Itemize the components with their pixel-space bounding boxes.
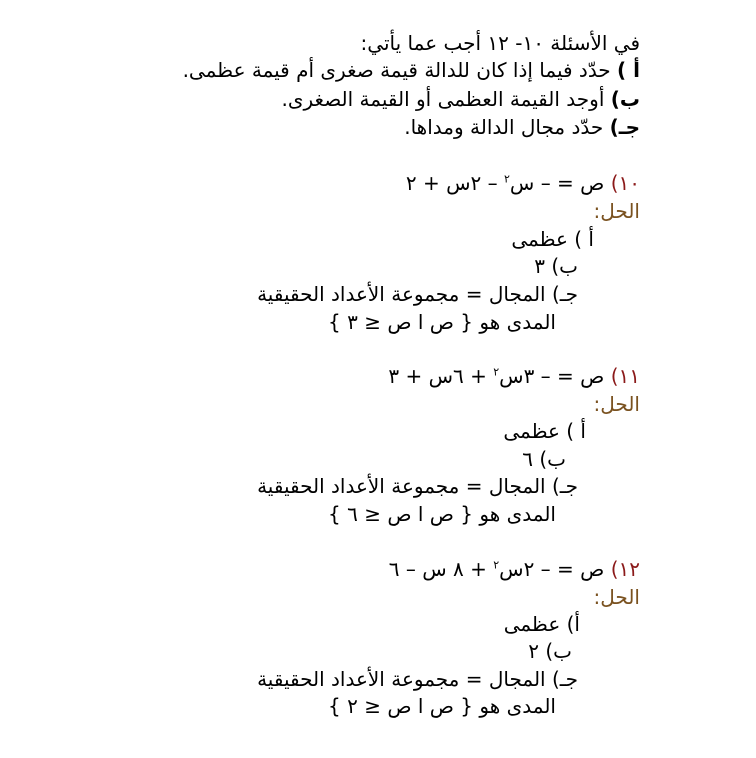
problem-11-answer-c: جـ) المجال = مجموعة الأعداد الحقيقية (257, 474, 578, 498)
problem-10-answer-b: ب) ٣ (534, 254, 578, 278)
problem-12-eq-part2: + ٨ س – ٦ (388, 557, 494, 581)
problem-12-number: ١٢) (610, 557, 640, 581)
intro-item-c-marker: جـ) (609, 115, 640, 139)
problem-11-eq-part2: + ٦س + ٣ (388, 364, 494, 388)
problem-12-answer-b: ب) ٢ (528, 639, 572, 663)
intro-item-c-text: حدّد مجال الدالة ومداها. (404, 115, 610, 139)
intro-item-b-text: أوجد القيمة العظمى أو القيمة الصغرى. (281, 87, 611, 111)
intro-item-a-text: حدّد فيما إذا كان للدالة قيمة صغرى أم قيمة عظمى. (182, 58, 618, 82)
problem-11-range: المدى هو { ص ا ص ≤ ٦ } (328, 502, 556, 526)
problem-11-equation (388, 363, 640, 389)
problem-10-eq-part2: – ٢س + ٢ (405, 171, 504, 195)
problem-10-eq-part1: ص = – س (509, 171, 611, 195)
problem-10-solution-label: الحل: (593, 199, 640, 223)
problem-11-eq-part1: ص = – ٣س (499, 364, 611, 388)
problem-11-answer-b: ب) ٦ (522, 447, 566, 471)
problem-10-answer-c: جـ) المجال = مجموعة الأعداد الحقيقية (257, 282, 578, 306)
problem-11-solution-label: الحل: (593, 392, 640, 416)
intro-item-a (183, 57, 640, 83)
problem-10-eq-exponent: ٢ (504, 172, 510, 186)
problem-10-number: ١٠) (610, 171, 640, 195)
problem-11-eq-exponent: ٢ (493, 365, 500, 379)
problem-10-equation (406, 170, 640, 196)
problem-12-answer-c: جـ) المجال = مجموعة الأعداد الحقيقية (257, 667, 578, 691)
intro-item-a-marker: أ ) (617, 58, 640, 82)
problem-12-eq-part1: ص = – ٢س (499, 557, 611, 581)
intro-item-c (404, 114, 640, 140)
problem-12-answer-a: أ) عظمى (503, 612, 580, 636)
problem-12-equation (389, 556, 640, 582)
intro-item-b (282, 86, 641, 112)
problem-12-eq-exponent: ٢ (493, 558, 500, 572)
intro-title: في الأسئلة ١٠- ١٢ أجب عما يأتي: (360, 31, 640, 55)
problem-12-solution-label: الحل: (593, 585, 640, 609)
problem-11-answer-a: أ ) عظمى (503, 419, 586, 443)
problem-10-answer-a: أ ) عظمى (511, 227, 594, 251)
problem-10-range: المدى هو { ص ا ص ≤ ٣ } (328, 310, 556, 334)
problem-11-number: ١١) (610, 364, 640, 388)
problem-12-range: المدى هو { ص ا ص ≤ ٢ } (328, 694, 556, 718)
intro-item-b-marker: ب) (610, 87, 640, 111)
